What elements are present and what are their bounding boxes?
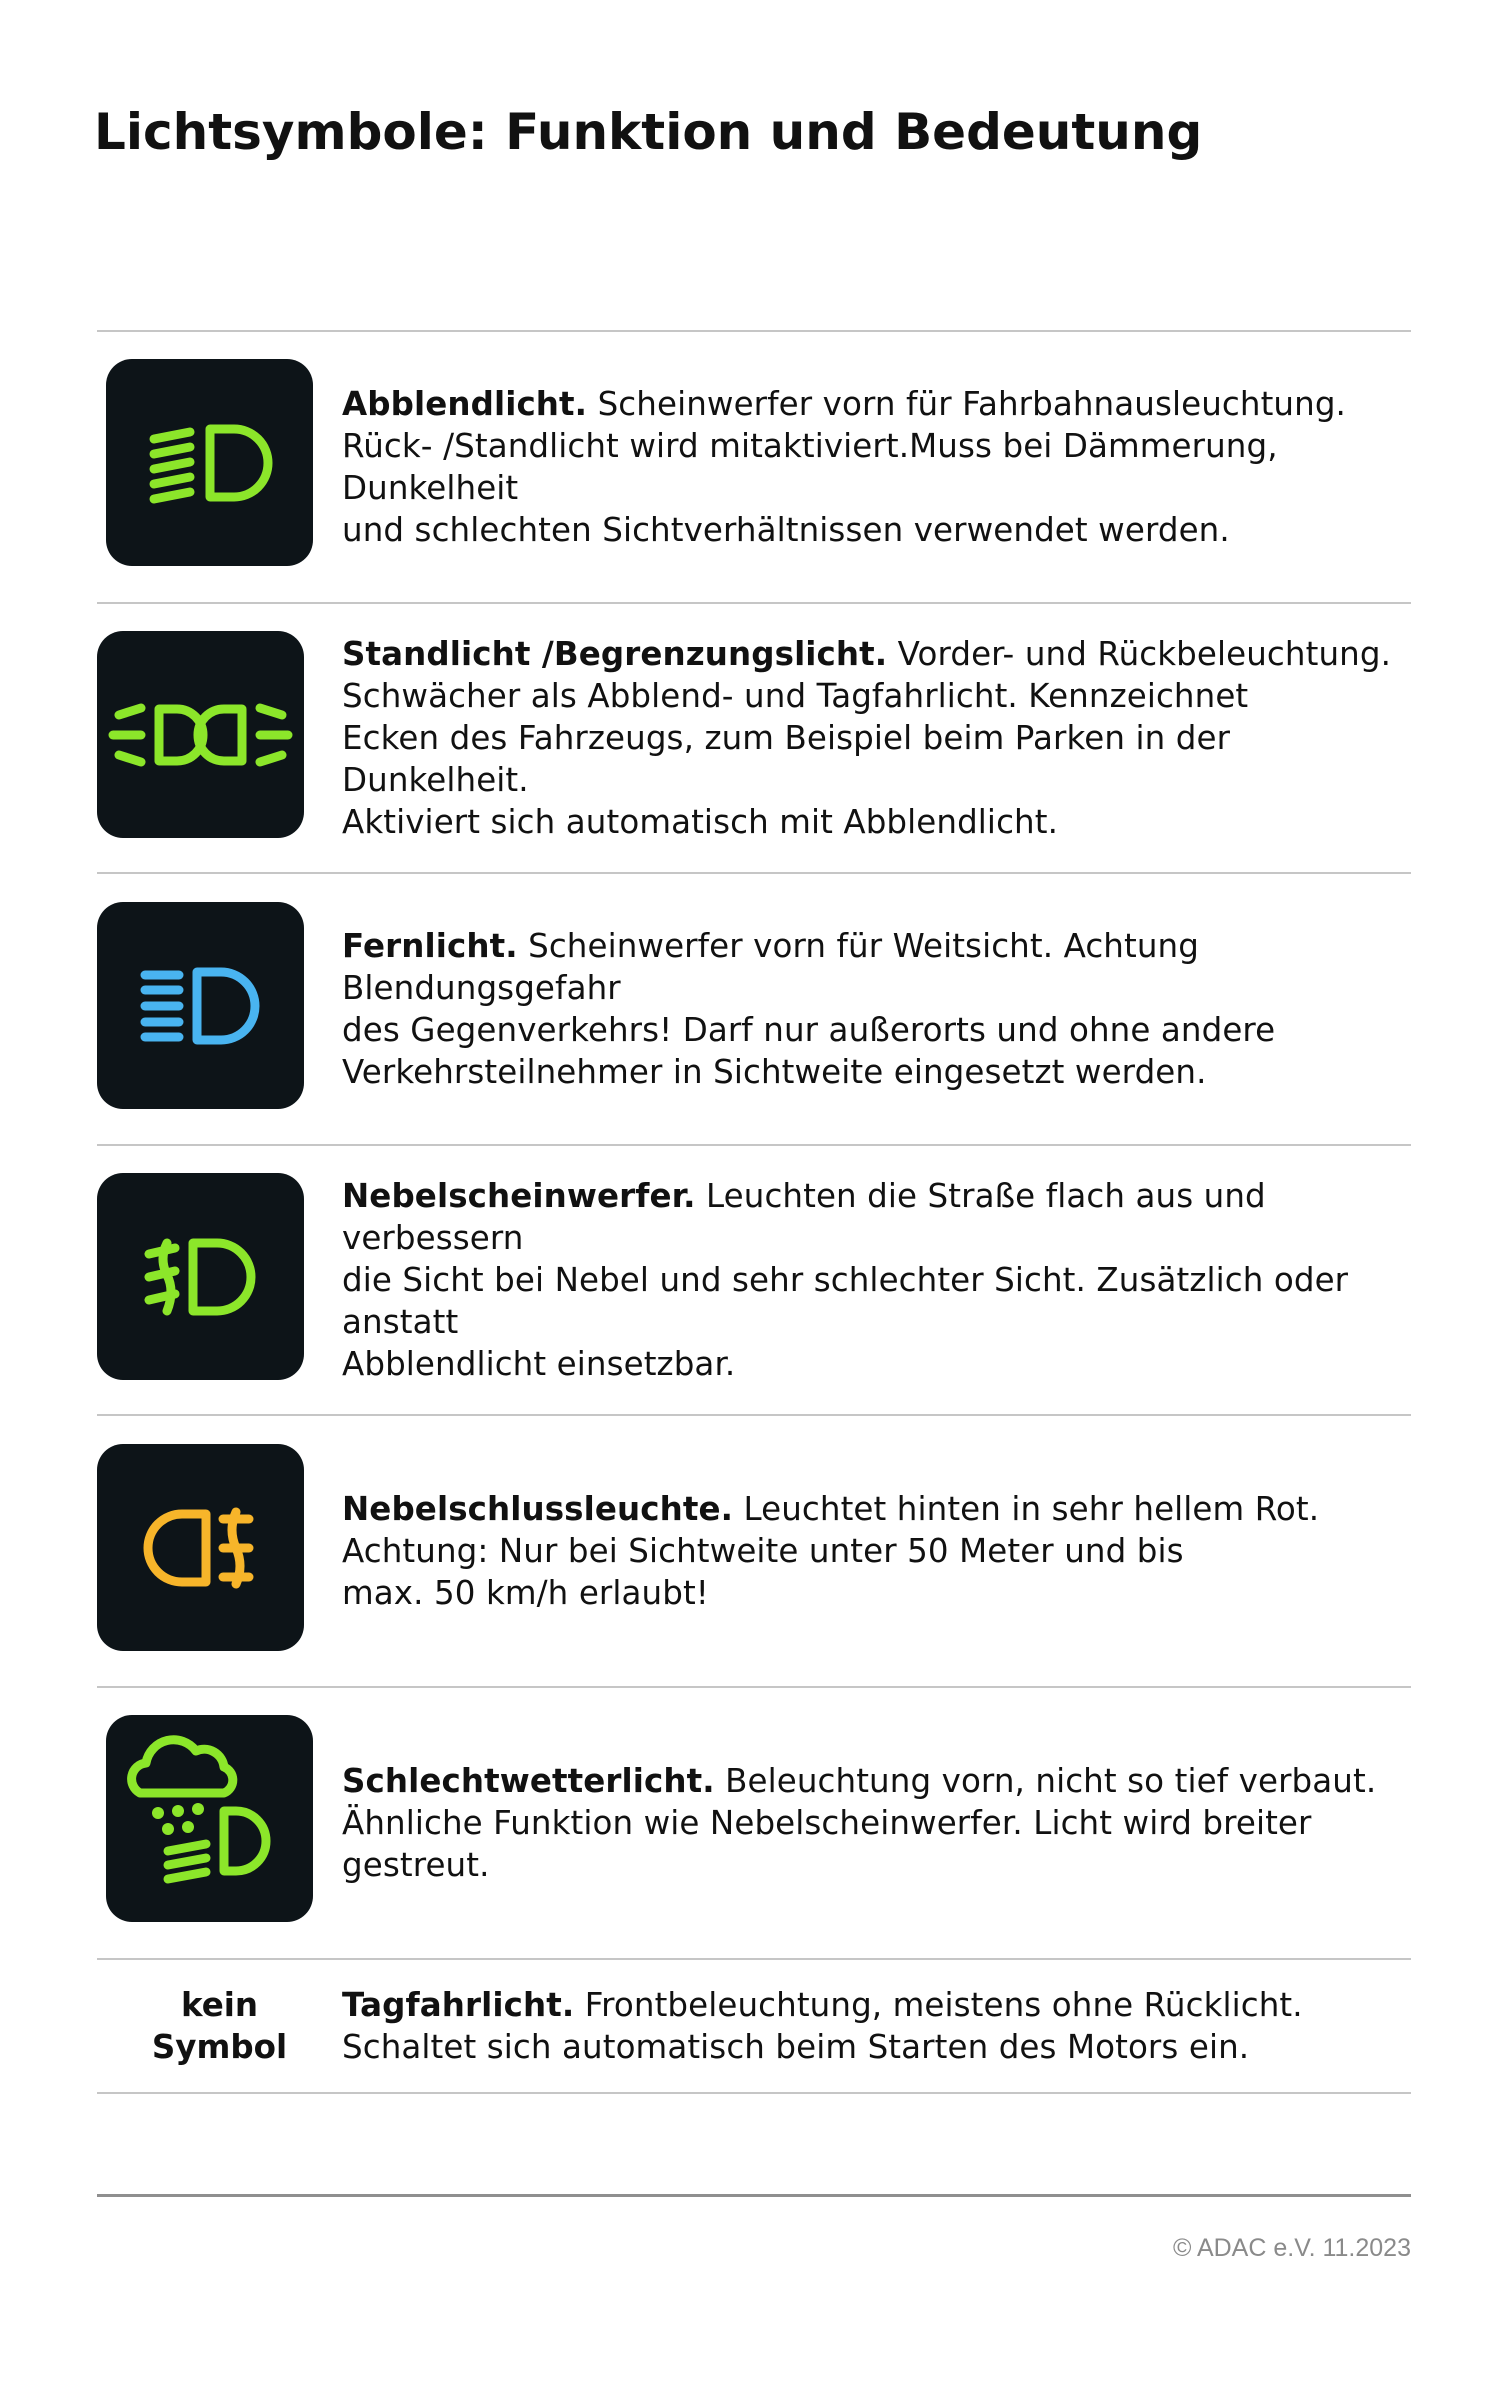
item-text: Leuchtet hinten in sehr hellem Rot. bbox=[733, 1490, 1320, 1528]
item-text: max. 50 km/h erlaubt! bbox=[342, 1574, 709, 1612]
item-text: die Sicht bei Nebel und sehr schlechter Sicht. Zusätzlich oder anstatt bbox=[342, 1261, 1349, 1341]
list-item-fernlicht bbox=[97, 874, 1411, 1144]
item-text: Leuchten die Straße flach aus und verbessern bbox=[342, 1177, 1266, 1257]
item-text: Abblendlicht einsetzbar. bbox=[342, 1345, 736, 1383]
item-text: Frontbeleuchtung, meistens ohne Rücklicht. bbox=[574, 1986, 1303, 2024]
item-label: Nebelschlussleuchte. bbox=[342, 1490, 734, 1528]
high-beam-icon bbox=[97, 902, 304, 1109]
list-item-tagfahrlicht bbox=[97, 1960, 1411, 2092]
bad-weather-light-icon bbox=[106, 1715, 313, 1922]
item-text: Beleuchtung vorn, nicht so tief verbaut. bbox=[714, 1762, 1377, 1800]
parking-light-icon bbox=[97, 631, 304, 838]
item-text: Aktiviert sich automatisch mit Abblendlicht. bbox=[342, 803, 1059, 841]
item-text: Ecken des Fahrzeugs, zum Beispiel beim Parken in der Dunkelheit. bbox=[342, 719, 1231, 799]
item-label: Schlechtwetterlicht. bbox=[342, 1762, 715, 1800]
no-symbol-line: kein bbox=[180, 1986, 259, 2024]
list-item-abblendlicht bbox=[97, 332, 1411, 602]
item-text: Scheinwerfer vorn für Weitsicht. Achtung Blendungsgefahr bbox=[342, 927, 1199, 1007]
item-text: und schlechten Sichtverhältnissen verwendet werden. bbox=[342, 511, 1230, 549]
page-title: Lichtsymbole: Funktion und Bedeutung bbox=[94, 103, 1203, 161]
item-text: Rück- /Standlicht wird mitaktiviert.Muss bei Dämmerung, Dunkelheit bbox=[342, 427, 1278, 507]
front-fog-light-icon bbox=[97, 1173, 304, 1380]
copyright-credit: © ADAC e.V. 11.2023 bbox=[1172, 2234, 1411, 2262]
divider bbox=[97, 2092, 1411, 2094]
item-text: Schwächer als Abblend- und Tagfahrlicht. Kennzeichnet bbox=[342, 677, 1249, 715]
item-text: Schaltet sich automatisch beim Starten des Motors ein. bbox=[342, 2028, 1250, 2066]
item-text: Ähnliche Funktion wie Nebelscheinwerfer. Licht wird breiter gestreut. bbox=[342, 1804, 1312, 1884]
list-item-nebelscheinwerfer bbox=[97, 1146, 1411, 1414]
no-symbol-label bbox=[97, 1960, 342, 2092]
rear-fog-light-icon bbox=[97, 1444, 304, 1651]
low-beam-icon bbox=[106, 359, 313, 566]
list-item-standlicht bbox=[97, 604, 1411, 872]
footer-divider bbox=[97, 2194, 1411, 2197]
item-label: Abblendlicht. bbox=[342, 385, 588, 423]
item-text: Verkehrsteilnehmer in Sichtweite eingesetzt werden. bbox=[342, 1053, 1207, 1091]
list-item-nebelschlussleuchte bbox=[97, 1416, 1411, 1686]
item-label: Standlicht /Begrenzungslicht. bbox=[342, 635, 888, 673]
item-text: Achtung: Nur bei Sichtweite unter 50 Meter und bis bbox=[342, 1532, 1184, 1570]
list-item-schlechtwetterlicht bbox=[97, 1688, 1411, 1958]
item-text: des Gegenverkehrs! Darf nur außerorts und ohne andere bbox=[342, 1011, 1276, 1049]
item-text: Vorder- und Rückbeleuchtung. bbox=[887, 635, 1391, 673]
item-label: Tagfahrlicht. bbox=[342, 1986, 575, 2024]
item-text: Scheinwerfer vorn für Fahrbahnausleuchtung. bbox=[587, 385, 1346, 423]
item-label: Nebelscheinwerfer. bbox=[342, 1177, 696, 1215]
item-label: Fernlicht. bbox=[342, 927, 518, 965]
no-symbol-line: Symbol bbox=[151, 2028, 288, 2066]
